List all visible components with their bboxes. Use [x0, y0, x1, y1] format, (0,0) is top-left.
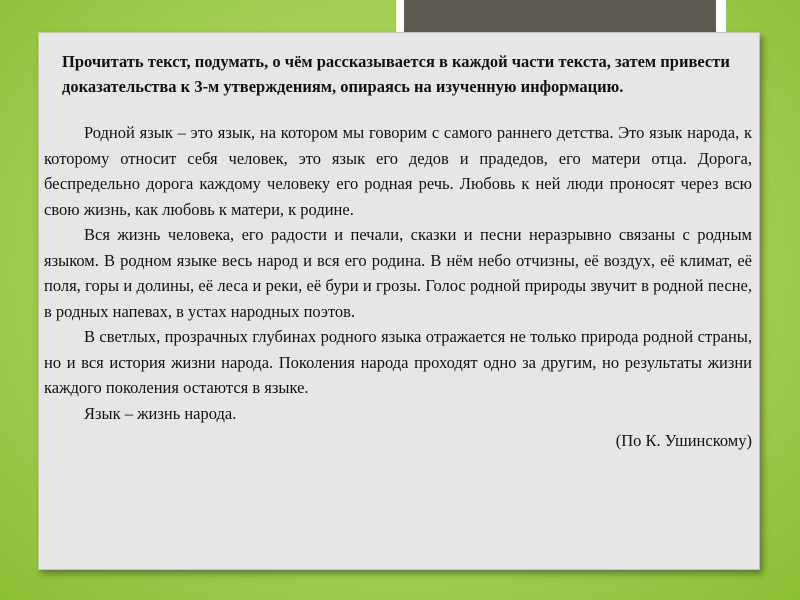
reading-text	[44, 120, 752, 454]
task-instruction: Прочитать текст, подумать, о чём рассказывается в каждой части текста, затем привести доказательства к 3-м утверждениям, опираясь на изученную информацию.	[62, 52, 730, 96]
paragraph-native-language: Родной язык – это язык, на котором мы говорим с самого раннего детства. Это язык народа, к которому относит себя человек, это язык его дедов и прадедов, его матери отца. Дорога, беспредельно дорога каждому человеку его родная речь. Любовь к ней люди проносят через всю свою жизнь, как любовь к матери, к родине.	[44, 123, 752, 219]
paragraph-life-of-person: Вся жизнь человека, его радости и печали, сказки и песни неразрывно связаны с родным языком. В родном языке весь народ и вся его родина. В нём небо отчизны, её воздух, её климат, её поля, горы и долины, её леса и реки, её бури и грозы. Голос родной природы звучит в родной песне, в родных напевах, в устах народных поэтов.	[44, 225, 752, 321]
text-source: (По К. Ушинскому)	[615, 431, 752, 450]
paragraph-history-of-people: В светлых, прозрачных глубинах родного языка отражается не только природа родной страны, но и вся история жизни народа. Поколения народа проходят одно за другим, но результаты жизни каждого поколения остаются в языке.	[44, 327, 752, 397]
paragraph-conclusion: Язык – жизнь народа.	[84, 403, 237, 423]
